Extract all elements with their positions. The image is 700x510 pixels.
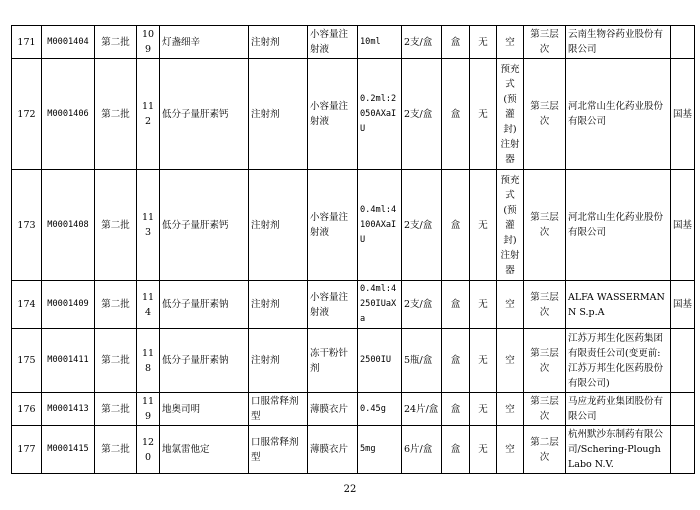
sequence: 113 bbox=[137, 170, 160, 281]
drug-name: 灯盏细辛 bbox=[160, 26, 249, 59]
packaging: 2支/盒 bbox=[402, 59, 442, 170]
sequence: 118 bbox=[137, 329, 160, 393]
row-number: 176 bbox=[12, 393, 42, 426]
sequence: 109 bbox=[137, 26, 160, 59]
device: 空 bbox=[497, 281, 524, 329]
note: 国基 bbox=[671, 59, 695, 170]
table-row bbox=[12, 329, 695, 393]
level: 第三层次 bbox=[524, 281, 566, 329]
specification: 5mg bbox=[358, 426, 402, 474]
packaging: 2支/盒 bbox=[402, 170, 442, 281]
manufacturer: 云南生物谷药业股份有限公司 bbox=[566, 26, 671, 59]
row-number: 173 bbox=[12, 170, 42, 281]
sequence: 114 bbox=[137, 281, 160, 329]
manufacturer: 江苏万邦生化医药集团有限责任公司(变更前:江苏万邦生化医药股份有限公司) bbox=[566, 329, 671, 393]
device: 预充式(预灌封)注射器 bbox=[497, 59, 524, 170]
batch: 第二批 bbox=[95, 281, 137, 329]
specification: 2500IU bbox=[358, 329, 402, 393]
drug-name: 低分子量肝素钠 bbox=[160, 329, 249, 393]
spec-type: 薄膜衣片 bbox=[308, 393, 358, 426]
table-row bbox=[12, 393, 695, 426]
manufacturer: ALFA WASSERMANN S.p.A bbox=[566, 281, 671, 329]
level: 第二层次 bbox=[524, 426, 566, 474]
specification: 0.2ml:2050AXaIU bbox=[358, 59, 402, 170]
manufacturer: 马应龙药业集团股份有限公司 bbox=[566, 393, 671, 426]
batch: 第二批 bbox=[95, 59, 137, 170]
batch: 第二批 bbox=[95, 393, 137, 426]
level: 第三层次 bbox=[524, 170, 566, 281]
unit: 盒 bbox=[442, 281, 470, 329]
batch: 第二批 bbox=[95, 170, 137, 281]
packaging: 2支/盒 bbox=[402, 26, 442, 59]
note: 国基 bbox=[671, 170, 695, 281]
column-9: 无 bbox=[470, 426, 497, 474]
sequence: 112 bbox=[137, 59, 160, 170]
specification: 10ml bbox=[358, 26, 402, 59]
packaging: 24片/盒 bbox=[402, 393, 442, 426]
unit: 盒 bbox=[442, 59, 470, 170]
level: 第三层次 bbox=[524, 59, 566, 170]
unit: 盒 bbox=[442, 26, 470, 59]
packaging: 2支/盒 bbox=[402, 281, 442, 329]
table-row bbox=[12, 26, 695, 59]
drug-code: M0001413 bbox=[42, 393, 95, 426]
drug-code: M0001411 bbox=[42, 329, 95, 393]
specification: 0.4ml:4250IUaXa bbox=[358, 281, 402, 329]
page-number: 22 bbox=[343, 484, 357, 495]
dosage-form: 口服常释剂型 bbox=[249, 426, 308, 474]
table-row bbox=[12, 281, 695, 329]
level: 第三层次 bbox=[524, 329, 566, 393]
dosage-form: 注射剂 bbox=[249, 329, 308, 393]
manufacturer: 杭州默沙东制药有限公司/Schering-Plough Labo N.V. bbox=[566, 426, 671, 474]
packaging: 5瓶/盒 bbox=[402, 329, 442, 393]
dosage-form: 注射剂 bbox=[249, 170, 308, 281]
row-number: 175 bbox=[12, 329, 42, 393]
row-number: 177 bbox=[12, 426, 42, 474]
dosage-form: 注射剂 bbox=[249, 59, 308, 170]
drug-code: M0001415 bbox=[42, 426, 95, 474]
packaging: 6片/盒 bbox=[402, 426, 442, 474]
drug-code: M0001404 bbox=[42, 26, 95, 59]
note bbox=[671, 426, 695, 474]
unit: 盒 bbox=[442, 393, 470, 426]
specification: 0.45g bbox=[358, 393, 402, 426]
sequence: 120 bbox=[137, 426, 160, 474]
drug-code: M0001406 bbox=[42, 59, 95, 170]
column-9: 无 bbox=[470, 329, 497, 393]
device: 空 bbox=[497, 329, 524, 393]
unit: 盒 bbox=[442, 170, 470, 281]
batch: 第二批 bbox=[95, 26, 137, 59]
spec-type: 薄膜衣片 bbox=[308, 426, 358, 474]
note bbox=[671, 393, 695, 426]
level: 第三层次 bbox=[524, 26, 566, 59]
level: 第三层次 bbox=[524, 393, 566, 426]
drug-code: M0001408 bbox=[42, 170, 95, 281]
drug-list-table bbox=[11, 25, 695, 474]
column-9: 无 bbox=[470, 170, 497, 281]
column-9: 无 bbox=[470, 281, 497, 329]
manufacturer: 河北常山生化药业股份有限公司 bbox=[566, 170, 671, 281]
batch: 第二批 bbox=[95, 426, 137, 474]
note bbox=[671, 26, 695, 59]
dosage-form: 注射剂 bbox=[249, 26, 308, 59]
specification: 0.4ml:4100AXaIU bbox=[358, 170, 402, 281]
column-9: 无 bbox=[470, 26, 497, 59]
dosage-form: 注射剂 bbox=[249, 281, 308, 329]
column-9: 无 bbox=[470, 393, 497, 426]
device: 空 bbox=[497, 426, 524, 474]
row-number: 172 bbox=[12, 59, 42, 170]
manufacturer: 河北常山生化药业股份有限公司 bbox=[566, 59, 671, 170]
device: 空 bbox=[497, 393, 524, 426]
table-row bbox=[12, 59, 695, 170]
drug-name: 低分子量肝素钠 bbox=[160, 281, 249, 329]
device: 空 bbox=[497, 26, 524, 59]
table-row bbox=[12, 170, 695, 281]
unit: 盒 bbox=[442, 329, 470, 393]
device: 预充式(预灌封)注射器 bbox=[497, 170, 524, 281]
spec-type: 冻干粉针剂 bbox=[308, 329, 358, 393]
table-row bbox=[12, 426, 695, 474]
drug-name: 低分子量肝素钙 bbox=[160, 170, 249, 281]
row-number: 171 bbox=[12, 26, 42, 59]
sequence: 119 bbox=[137, 393, 160, 426]
spec-type: 小容量注射液 bbox=[308, 170, 358, 281]
column-9: 无 bbox=[470, 59, 497, 170]
drug-name: 地奥司明 bbox=[160, 393, 249, 426]
spec-type: 小容量注射液 bbox=[308, 281, 358, 329]
unit: 盒 bbox=[442, 426, 470, 474]
spec-type: 小容量注射液 bbox=[308, 26, 358, 59]
drug-name: 地氯雷他定 bbox=[160, 426, 249, 474]
note bbox=[671, 329, 695, 393]
drug-code: M0001409 bbox=[42, 281, 95, 329]
row-number: 174 bbox=[12, 281, 42, 329]
note: 国基 bbox=[671, 281, 695, 329]
drug-name: 低分子量肝素钙 bbox=[160, 59, 249, 170]
batch: 第二批 bbox=[95, 329, 137, 393]
spec-type: 小容量注射液 bbox=[308, 59, 358, 170]
dosage-form: 口服常释剂型 bbox=[249, 393, 308, 426]
